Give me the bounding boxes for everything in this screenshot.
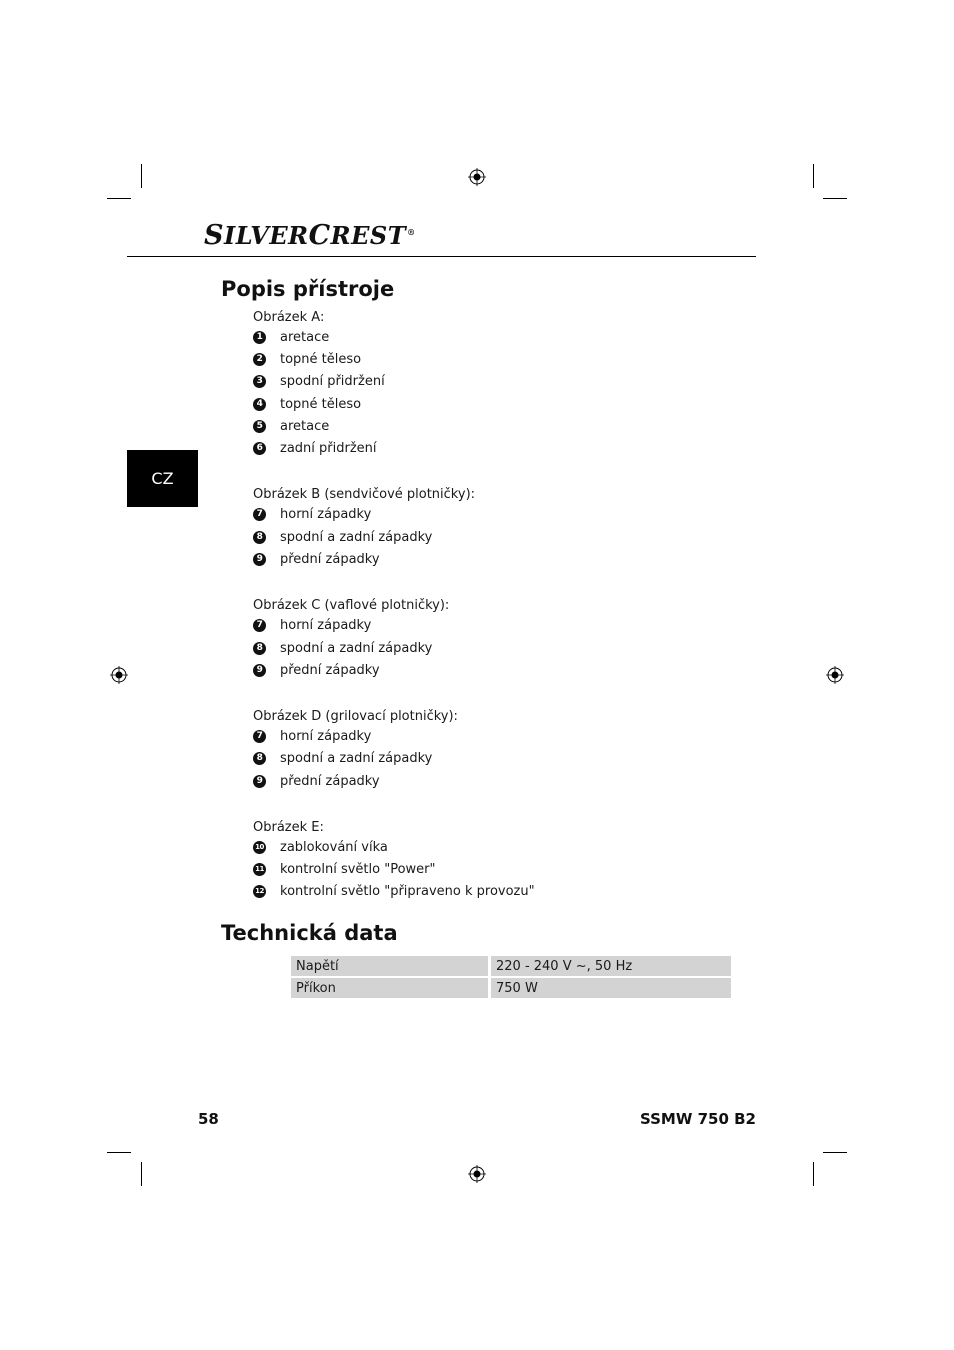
crop-mark — [107, 1152, 131, 1153]
section-title-technical-data: Technická data — [221, 921, 398, 945]
list-item-label: kontrolní světlo "připraveno k provozu" — [280, 883, 535, 899]
figure-caption: Obrázek A: — [253, 310, 325, 325]
number-badge: 7 — [253, 730, 266, 743]
header-rule — [127, 256, 756, 257]
list-item — [253, 883, 535, 899]
list-item-label: kontrolní světlo "Power" — [280, 861, 436, 877]
list-item — [253, 440, 377, 456]
registration-mark-icon — [468, 1165, 486, 1183]
registration-mark-icon — [826, 666, 844, 684]
list-item-label: horní západky — [280, 617, 372, 633]
crop-mark — [813, 1162, 814, 1186]
number-badge: 8 — [253, 531, 266, 544]
figure-caption: Obrázek B (sendvičové plotničky): — [253, 487, 476, 502]
crop-mark — [823, 1152, 847, 1153]
registration-mark-icon — [468, 168, 486, 186]
section-title-description: Popis přístroje — [221, 277, 395, 301]
number-badge: 7 — [253, 619, 266, 632]
crop-mark — [823, 198, 847, 199]
number-badge: 8 — [253, 642, 266, 655]
table-row — [291, 956, 731, 976]
list-item — [253, 662, 380, 678]
model-number: SSMW 750 B2 — [639, 1110, 756, 1128]
figure-caption: Obrázek E: — [253, 820, 324, 835]
table-row — [291, 978, 731, 998]
list-item — [253, 839, 388, 855]
list-item-label: aretace — [280, 329, 330, 345]
list-item-label: horní západky — [280, 506, 372, 522]
number-badge: 1 — [253, 331, 266, 344]
technical-data-table — [291, 954, 731, 1000]
list-item — [253, 640, 432, 656]
list-item-label: horní západky — [280, 728, 372, 744]
number-badge: 5 — [253, 420, 266, 433]
number-badge: 7 — [253, 508, 266, 521]
list-item — [253, 329, 329, 345]
number-badge: 9 — [253, 664, 266, 677]
list-item — [253, 617, 371, 633]
list-item — [253, 351, 361, 367]
list-item — [253, 418, 329, 434]
list-item-label: spodní a zadní západky — [280, 640, 433, 656]
number-badge: 12 — [253, 885, 266, 898]
page-number: 58 — [198, 1110, 219, 1128]
list-item-label: aretace — [280, 418, 330, 434]
crop-mark — [813, 164, 814, 188]
list-item — [253, 373, 385, 389]
number-badge: 8 — [253, 752, 266, 765]
list-item-label: zadní přidržení — [280, 440, 377, 456]
crop-mark — [141, 1162, 142, 1186]
table-cell-value: 220 - 240 V ~, 50 Hz — [491, 956, 731, 976]
number-badge: 3 — [253, 375, 266, 388]
list-item-label: spodní a zadní západky — [280, 750, 433, 766]
crop-mark — [107, 198, 131, 199]
list-item — [253, 506, 371, 522]
list-item-label: přední západky — [280, 662, 380, 678]
number-badge: 9 — [253, 775, 266, 788]
brand-logo: SILVERCREST® — [204, 220, 416, 251]
table-cell-key: Příkon — [291, 978, 491, 998]
figure-caption: Obrázek D (grilovací plotničky): — [253, 709, 458, 724]
list-item — [253, 396, 361, 412]
list-item-label: spodní a zadní západky — [280, 529, 433, 545]
number-badge: 9 — [253, 553, 266, 566]
crop-mark — [141, 164, 142, 188]
list-item-label: topné těleso — [280, 351, 362, 367]
language-tab: CZ — [127, 450, 198, 507]
list-item — [253, 728, 371, 744]
number-badge: 10 — [253, 841, 266, 854]
list-item-label: zablokování víka — [280, 839, 388, 855]
list-item — [253, 750, 432, 766]
list-item — [253, 773, 380, 789]
table-cell-key: Napětí — [291, 956, 491, 976]
number-badge: 2 — [253, 353, 266, 366]
list-item-label: přední západky — [280, 773, 380, 789]
registration-mark-icon — [110, 666, 128, 684]
number-badge: 4 — [253, 398, 266, 411]
list-item — [253, 551, 380, 567]
list-item — [253, 861, 436, 877]
list-item-label: spodní přidržení — [280, 373, 385, 389]
number-badge: 11 — [253, 863, 266, 876]
list-item-label: topné těleso — [280, 396, 362, 412]
list-item-label: přední západky — [280, 551, 380, 567]
figure-caption: Obrázek C (vaflové plotničky): — [253, 598, 450, 613]
table-cell-value: 750 W — [491, 978, 731, 998]
number-badge: 6 — [253, 442, 266, 455]
list-item — [253, 529, 432, 545]
